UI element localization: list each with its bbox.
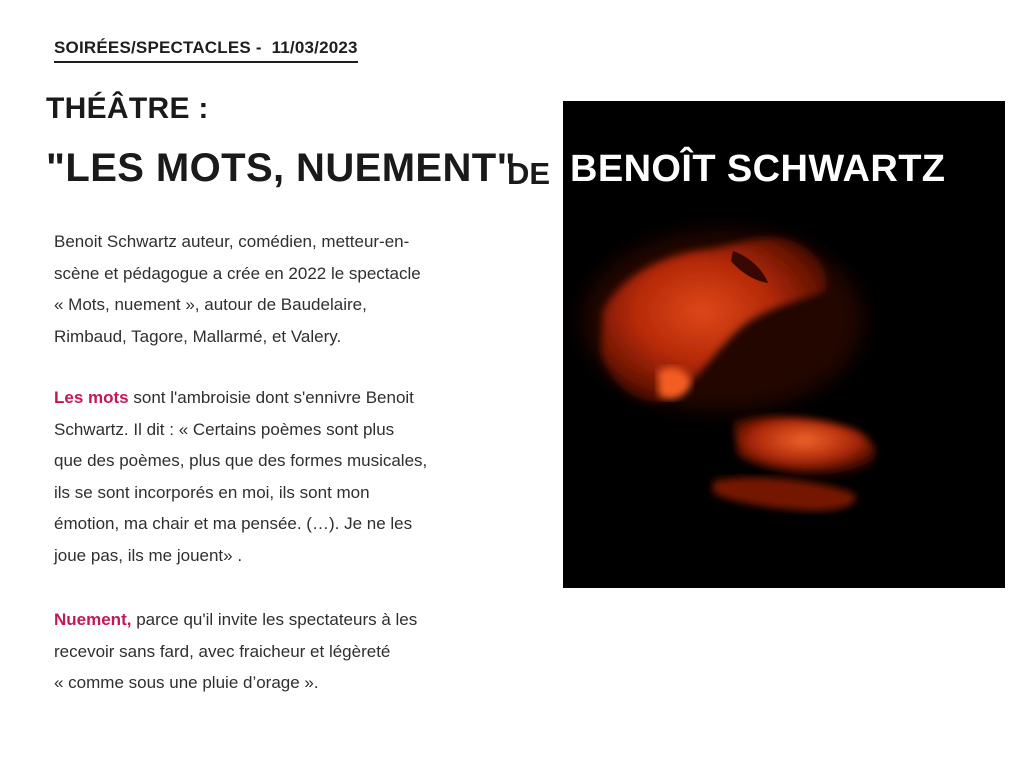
text-line: émotion, ma chair et ma pensée. (…). Je ne les — [54, 514, 413, 533]
text-line: joue pas, ils me jouent» . — [54, 545, 243, 565]
highlight-nuement: Nuement, — [54, 610, 132, 629]
text-line: Rimbaud, Tagore, Mallarmé, et Valery. — [54, 326, 342, 346]
text-line — [54, 382, 524, 414]
category-heading: THÉÂTRE : — [46, 92, 209, 125]
nuement-paragraph — [54, 604, 524, 699]
text-line: ils se sont incorporés en moi, ils sont mon — [54, 482, 370, 502]
intro-paragraph — [54, 226, 524, 352]
text-line: recevoir sans fard, avec fraicheur et légèreté — [54, 641, 391, 661]
text-line: Benoit Schwartz auteur, comédien, metteur-en- — [54, 232, 410, 251]
text-line: « comme sous une pluie d’orage ». — [54, 673, 319, 692]
text-line — [54, 604, 524, 636]
author-name: BENOÎT SCHWARTZ — [570, 148, 946, 190]
text-fragment: sont l'ambroisie dont s'ennivre Benoit — [128, 388, 414, 407]
section-kicker: SOIRÉES/SPECTACLES - 11/03/2023 — [54, 38, 358, 63]
text-line: que des poèmes, plus que des formes musicales, — [54, 451, 428, 470]
show-title: "LES MOTS, NUEMENT" — [46, 146, 516, 190]
text-line: « Mots, nuement », autour de Baudelaire, — [54, 295, 367, 314]
text-line: Schwartz. Il dit : « Certains poèmes sont plus — [54, 419, 395, 439]
by-word: DE — [507, 156, 551, 191]
text-fragment: parce qu'il invite les spectateurs à les — [131, 610, 418, 629]
text-line: scène et pédagogue a crée en 2022 le spectacle — [54, 263, 421, 283]
highlight-les-mots: Les mots — [54, 388, 129, 407]
words-paragraph — [54, 382, 524, 571]
